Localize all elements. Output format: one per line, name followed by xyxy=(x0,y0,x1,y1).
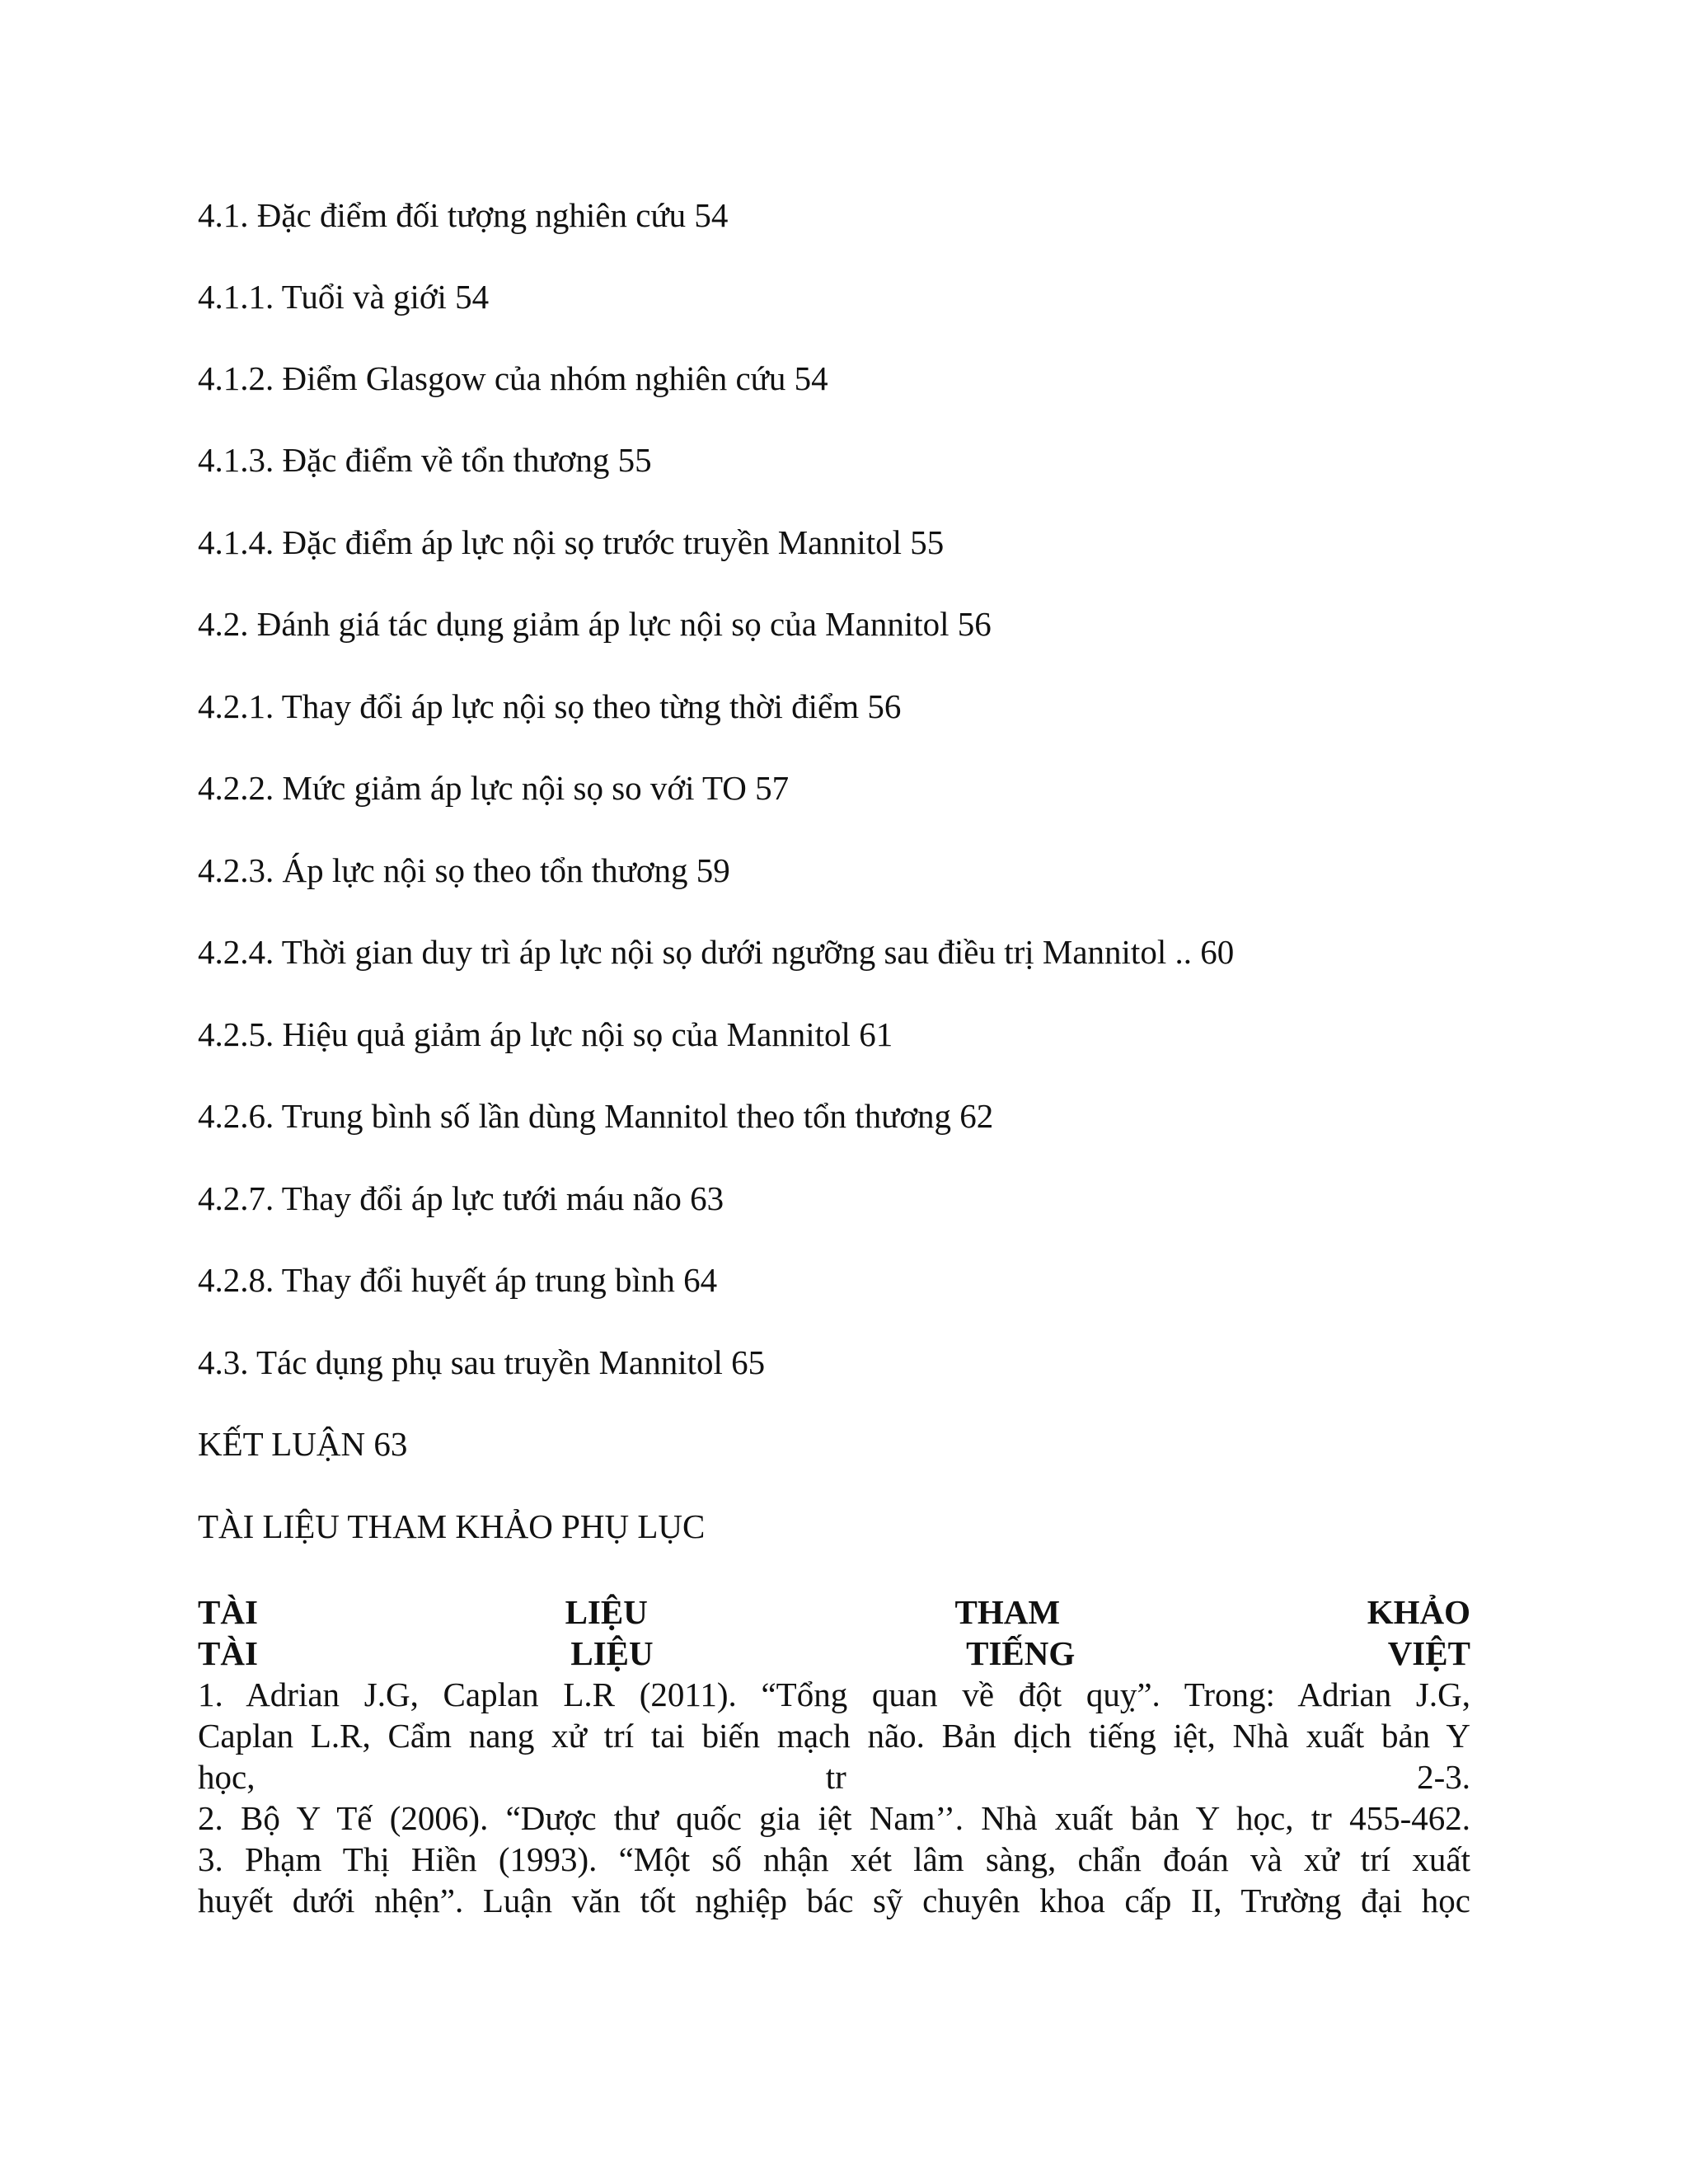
heading-word: THAM xyxy=(954,1593,1061,1631)
toc-entry-4-2-8: 4.2.8. Thay đổi huyết áp trung bình 64 xyxy=(198,1261,718,1299)
vietnamese-references-heading xyxy=(198,1633,1470,1674)
reference-1-line-3 xyxy=(198,1756,1470,1797)
toc-entry-4-1-4: 4.1.4. Đặc điểm áp lực nội sọ trước truyền Mannitol 55 xyxy=(198,523,945,561)
heading-word: TÀI xyxy=(198,1593,258,1631)
reference-word: học, xyxy=(198,1758,256,1796)
heading-word: KHẢO xyxy=(1367,1593,1470,1631)
toc-entry-4-2-4: 4.2.4. Thời gian duy trì áp lực nội sọ dưới ngưỡng sau điều trị Mannitol .. 60 xyxy=(198,933,1235,971)
toc-entry-4-2: 4.2. Đánh giá tác dụng giảm áp lực nội sọ của Mannitol 56 xyxy=(198,605,992,643)
heading-word: TÀI xyxy=(198,1634,258,1672)
toc-entry-4-1-2: 4.1.2. Điểm Glasgow của nhóm nghiên cứu 54 xyxy=(198,359,828,397)
toc-entry-4-2-3: 4.2.3. Áp lực nội sọ theo tổn thương 59 xyxy=(198,851,730,889)
reference-2-line-1: 2. Bộ Y Tế (2006). “Dược thư quốc gia iệt Nam’’. Nhà xuất bản Y học, tr 455-462. xyxy=(198,1799,1470,1837)
toc-entry-4-2-1: 4.2.1. Thay đổi áp lực nội sọ theo từng thời điểm 56 xyxy=(198,687,902,725)
toc-entry-4-1: 4.1. Đặc điểm đối tượng nghiên cứu 54 xyxy=(198,196,729,234)
heading-word: TIẾNG xyxy=(966,1634,1076,1672)
toc-entry-tai-lieu: TÀI LIỆU THAM KHẢO PHỤ LỤC xyxy=(198,1507,706,1545)
reference-1-line-2: Caplan L.R, Cẩm nang xử trí tai biến mạch não. Bản dịch tiếng iệt, Nhà xuất bản Y xyxy=(198,1717,1470,1755)
toc-entry-4-1-3: 4.1.3. Đặc điểm về tổn thương 55 xyxy=(198,441,652,479)
reference-word: 2-3. xyxy=(1417,1758,1470,1796)
reference-1-line-1: 1. Adrian J.G, Caplan L.R (2011). “Tổng quan về đột quỵ”. Trong: Adrian J.G, xyxy=(198,1675,1470,1713)
toc-entry-4-2-7: 4.2.7. Thay đổi áp lực tưới máu não 63 xyxy=(198,1179,724,1217)
toc-entry-4-2-2: 4.2.2. Mức giảm áp lực nội sọ so với TO 57 xyxy=(198,769,790,807)
heading-word: VIỆT xyxy=(1387,1634,1470,1672)
reference-3-line-1: 3. Phạm Thị Hiền (1993). “Một số nhận xét lâm sàng, chẩn đoán và xử trí xuất xyxy=(198,1840,1470,1878)
toc-entry-4-2-6: 4.2.6. Trung bình số lần dùng Mannitol theo tổn thương 62 xyxy=(198,1097,994,1135)
reference-3-line-2: huyết dưới nhện”. Luận văn tốt nghiệp bác sỹ chuyên khoa cấp II, Trường đại học xyxy=(198,1882,1470,1919)
toc-entry-4-3: 4.3. Tác dụng phụ sau truyền Mannitol 65 xyxy=(198,1343,766,1381)
reference-word: tr xyxy=(825,1758,846,1796)
toc-entry-4-2-5: 4.2.5. Hiệu quả giảm áp lực nội sọ của Mannitol 61 xyxy=(198,1015,893,1053)
toc-entry-4-1-1: 4.1.1. Tuổi và giới 54 xyxy=(198,278,490,316)
references-heading xyxy=(198,1591,1470,1633)
document-page xyxy=(198,0,1470,2184)
heading-word: LIỆU xyxy=(565,1593,648,1631)
toc-entry-ket-luan: KẾT LUẬN 63 xyxy=(198,1425,408,1463)
heading-word: LIỆU xyxy=(570,1634,654,1672)
